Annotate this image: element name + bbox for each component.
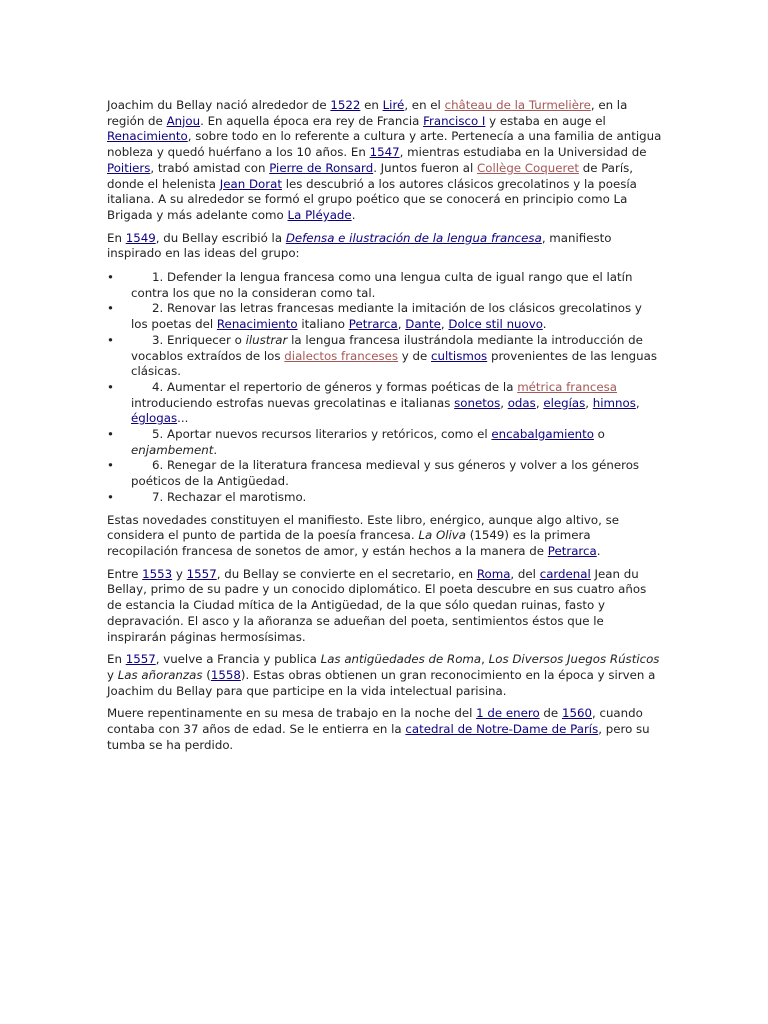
text: , pero su tumba se ha perdido.	[107, 722, 650, 752]
link-1557[interactable]: 1557	[125, 652, 156, 667]
text: ,	[397, 317, 406, 332]
text: y	[172, 566, 187, 581]
paragraph-regreso	[107, 652, 662, 699]
link-elegias[interactable]: elegías	[543, 395, 586, 410]
text: Estas novedades constituyen el manifiesto. Este libro, enérgico, aunque algo altivo, se considera el punto de partida de la poesía francesa.	[107, 512, 619, 543]
text: ). Estas obras obtienen un gran reconocimiento en la época y sirven a Joachim du Bellay para que participe en la vida intelectual parisina.	[107, 667, 656, 698]
text: y estaba en auge el	[485, 113, 606, 128]
text: Jean du Bellay, primo de su padre y un conocido diplomático. El poeta descubre en sus cuatro años de estancia la Ciudad mítica de la Antigüedad, de la que sólo quedan ruinas, fasto y depravación. El asco y la añoranza se adueñan del poeta, sentimientos éstos que le inspirarán páginas hermosísimas.	[107, 566, 647, 644]
link-anjou[interactable]: Anjou	[166, 113, 201, 128]
text: , trabó amistad con	[150, 160, 270, 175]
bullet-icon: •	[107, 332, 114, 347]
text: .	[351, 207, 356, 222]
text: . En aquella época era rey de Francia	[200, 113, 424, 128]
link-1560[interactable]: 1560	[561, 706, 592, 721]
text: (	[202, 667, 211, 682]
bullet-icon: •	[107, 270, 114, 285]
link-poitiers[interactable]: Poitiers	[107, 160, 151, 175]
link-1557[interactable]: 1557	[186, 566, 217, 581]
text: provenientes de las lenguas clásicas.	[131, 348, 658, 379]
text: en	[360, 98, 383, 112]
text: ,	[481, 652, 489, 667]
paragraph-roma	[107, 567, 662, 646]
text: 4. Aumentar el repertorio de géneros y formas poéticas de la	[152, 379, 518, 394]
bullet-icon: •	[107, 489, 114, 504]
link-1547[interactable]: 1547	[369, 145, 400, 160]
paragraph-la-oliva	[107, 513, 662, 560]
text: ,	[585, 395, 593, 410]
link-1522[interactable]: 1522	[330, 98, 361, 112]
manifesto-list	[107, 270, 662, 506]
bullet-icon: •	[107, 427, 114, 442]
link-sonetos[interactable]: sonetos	[454, 395, 501, 410]
link-eglogas[interactable]: églogas	[131, 411, 178, 426]
text: , vuelve a Francia y publica	[155, 652, 321, 667]
list-item	[107, 333, 662, 380]
link-chateau-turmeliere[interactable]: château de la Turmelière	[444, 98, 591, 112]
list-item	[107, 380, 662, 427]
link-roma[interactable]: Roma	[476, 566, 511, 581]
link-pierre-de-ronsard[interactable]: Pierre de Ronsard	[269, 160, 374, 175]
link-dialectos-franceses[interactable]: dialectos franceses	[284, 348, 399, 363]
link-1553[interactable]: 1553	[142, 566, 173, 581]
text: de	[539, 706, 562, 721]
link-encabalgamiento[interactable]: encabalgamiento	[491, 427, 594, 442]
bullet-icon: •	[107, 379, 114, 394]
italic-text: ilustrar	[245, 332, 288, 347]
link-1549[interactable]: 1549	[125, 230, 156, 245]
text: 1. Defender la lengua francesa como una lengua culta de igual rango que el latín contra los que no la consideran como tal.	[131, 270, 633, 300]
text: 3. Enriquecer o	[152, 332, 246, 347]
text: , manifiesto inspirado en las ideas del grupo:	[107, 230, 612, 261]
text: Entre	[107, 566, 143, 581]
link-defensa-e-ilustracion[interactable]: Defensa e ilustración de la lengua francesa	[285, 230, 542, 245]
link-petrarca[interactable]: Petrarca	[547, 543, 597, 558]
text: ,	[440, 317, 449, 332]
text: 7. Rechazar el marotismo.	[152, 489, 307, 504]
text: de París, donde el helenista	[107, 160, 634, 191]
link-1-de-enero[interactable]: 1 de enero	[476, 706, 540, 721]
link-cultismos[interactable]: cultismos	[431, 348, 488, 363]
link-lire[interactable]: Liré	[382, 98, 405, 112]
link-renacimiento[interactable]: Renacimiento	[107, 129, 188, 144]
list-item	[107, 490, 662, 506]
paragraph-intro	[107, 98, 662, 224]
link-catedral-notre-dame[interactable]: catedral de Notre-Dame de París	[405, 722, 599, 737]
text: En	[107, 230, 126, 245]
text: , en el	[404, 98, 445, 112]
link-cardenal[interactable]: cardenal	[539, 566, 591, 581]
article-body	[107, 98, 662, 760]
text: .	[542, 317, 547, 332]
list-item	[107, 301, 662, 332]
text: Muere repentinamente en su mesa de trabajo en la noche del	[107, 706, 477, 721]
link-metrica-francesa[interactable]: métrica francesa	[517, 379, 617, 394]
text: ,	[635, 395, 640, 410]
italic-text: La Oliva	[418, 528, 466, 543]
text: o	[593, 427, 605, 442]
text: , del	[510, 566, 540, 581]
text: italiano	[297, 317, 349, 332]
text: (1549) es la primera recopilación francesa de sonetos de amor, y están hechos a la manera de	[107, 528, 591, 558]
list-item	[107, 427, 662, 458]
text: la lengua francesa ilustrándola mediante la introducción de vocablos extraídos de los	[131, 332, 643, 363]
link-jean-dorat[interactable]: Jean Dorat	[219, 176, 282, 191]
bullet-icon: •	[107, 458, 114, 473]
link-petrarca[interactable]: Petrarca	[348, 317, 398, 332]
text: les descubrió a los autores clásicos grecolatinos y la poesía italiana. A su alrededor se formó el grupo poético que se conocerá en principio como La Brigada y más adelante como	[107, 176, 637, 222]
italic-text: Los Diversos Juegos Rústicos	[488, 652, 660, 667]
text: ,	[535, 395, 544, 410]
text: , du Bellay escribió la	[155, 230, 286, 245]
paragraph-muerte	[107, 706, 662, 753]
text: ,	[500, 395, 508, 410]
link-francisco-i[interactable]: Francisco I	[423, 113, 486, 128]
text: y de	[398, 348, 432, 363]
text: introduciendo estrofas nuevas grecolatinas e italianas	[131, 395, 455, 410]
bullet-icon: •	[107, 301, 114, 316]
link-1558[interactable]: 1558	[210, 667, 241, 682]
italic-text: Las añoranzas	[117, 667, 203, 682]
text: , mientras estudiaba en la Universidad de	[399, 145, 647, 160]
italic-text: Las antigüedades de Roma	[320, 652, 482, 667]
text: .	[213, 442, 218, 457]
link-dolce-stil-nuovo[interactable]: Dolce stil nuovo	[448, 317, 543, 332]
text: En	[107, 652, 126, 667]
link-la-pleyade[interactable]: La Pléyade	[287, 207, 352, 222]
text: Joachim du Bellay nació alrededor de	[107, 98, 331, 112]
text: 2. Renovar las letras francesas mediante la imitación de los clásicos grecolatinos y los poetas del	[131, 301, 642, 332]
text: 5. Aportar nuevos recursos literarios y retóricos, como el	[152, 427, 492, 442]
list-item	[107, 458, 662, 489]
link-himnos[interactable]: himnos	[592, 395, 636, 410]
list-item	[107, 270, 662, 301]
text: . Juntos fueron al	[373, 160, 478, 175]
link-college-coqueret[interactable]: Collège Coqueret	[477, 160, 579, 175]
text: ...	[177, 411, 189, 426]
italic-text: enjambement	[131, 442, 214, 457]
text: , du Bellay se convierte en el secretario, en	[216, 566, 477, 581]
text: , cuando contaba con 37 años de edad. Se le entierra en la	[107, 706, 643, 737]
text: y	[107, 667, 118, 682]
link-renacimiento[interactable]: Renacimiento	[216, 317, 298, 332]
text: .	[596, 543, 601, 558]
link-odas[interactable]: odas	[507, 395, 536, 410]
paragraph-defensa	[107, 231, 662, 262]
text: 6. Renegar de la literatura francesa medieval y sus géneros y volver a los géneros poéticos de la Antigüedad.	[131, 458, 640, 489]
link-dante[interactable]: Dante	[405, 317, 441, 332]
text: , en la región de	[107, 98, 628, 128]
text: , sobre todo en lo referente a cultura y arte. Pertenecía a una familia de antigua nobleza y quedó huérfano a los 10 años. En	[107, 129, 662, 160]
